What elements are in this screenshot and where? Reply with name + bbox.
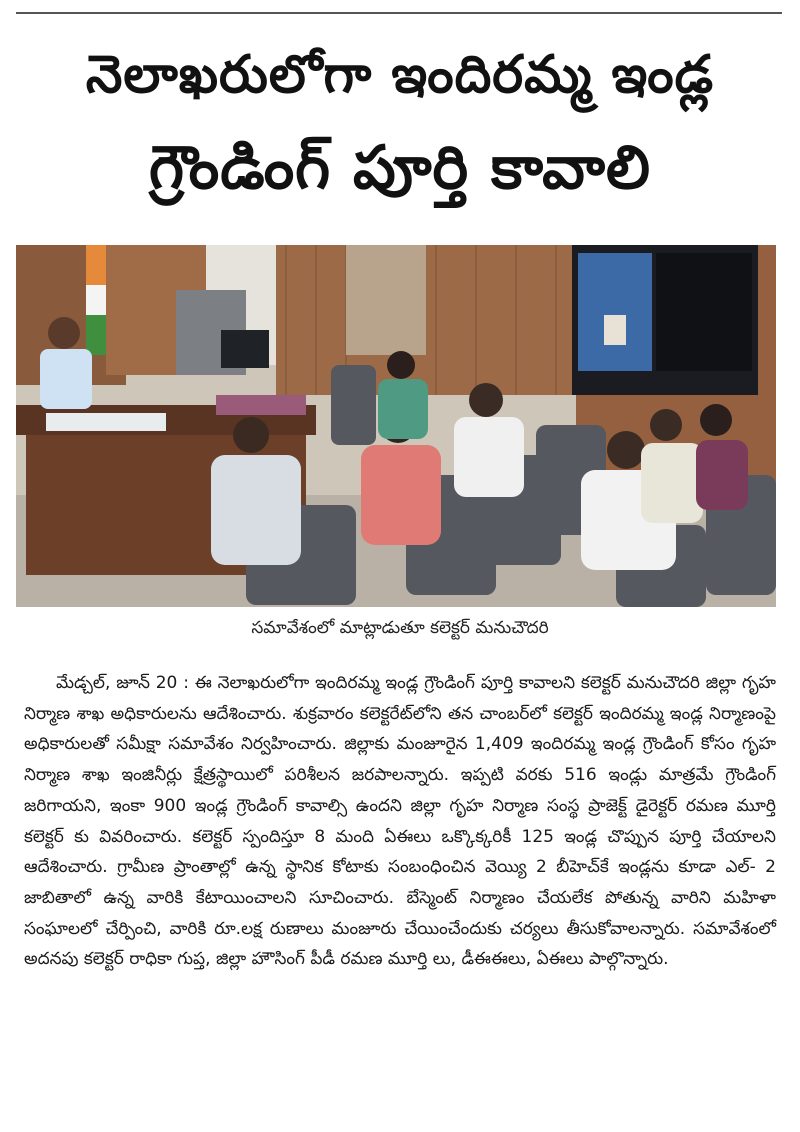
article-paragraph: మేడ్చల్, జూన్ 20 : ఈ నెలాఖరులోగా ఇందిరమ్మ ఇండ్ల గ్రౌండింగ్ పూర్తి కావాలని కలెక్టర్ మనుచౌదరి జిల్లా గృహ నిర్మాణ శాఖ అధికారులను ఆదేశించారు. శుక్రవారం కలెక్టరేట్‌లోని తన చాంబర్‌లో కలెక్టర్ ఇందిరమ్మ ఇండ్ల నిర్మాణంపై అధికారులతో సమీక్షా సమావేశం నిర్వహించారు. జిల్లాకు మంజూరైన 1,409 ఇందిరమ్మ ఇండ్ల గ్రౌండింగ్ కోసం గృహ నిర్మాణ శాఖ ఇంజినీర్లు క్షేత్రస్థాయిలో పరిశీలన జరపాలన్నారు. ఇప్పటి వరకు 516 ఇండ్లు మాత్రమే గ్రౌండింగ్ జరిగాయని, ఇంకా 900 ఇండ్ల గ్రౌండింగ్ కావాల్సి ఉందని జిల్లా గృహ నిర్మాణ సంస్థ ప్రాజెక్ట్ డైరెక్టర్ రమణ మూర్తి కలెక్టర్ కు వివరించారు. కలెక్టర్ స్పందిస్తూ 8 మంది ఏఈలు ఒక్కొక్కరికీ 125 ఇండ్ల చొప్పున పూర్తి చేయాలని ఆదేశించారు. గ్రామీణ ప్రాంతాల్లో ఉన్న స్థానిక కోటాకు సంబంధించిన వెయ్యి 2 బీహెచ్‌కే ఇండ్లను కూడా ఎల్- 2 జాబితాలో ఉన్న వారికి కేటాయించాలని సూచించారు. బేస్మెంట్ నిర్మాణం చేయలేక పోతున్న వారిని మహిళా సంఘాలలో చేర్పించి, వారికి రూ.లక్ష రుణాలు మంజూరు చేయించేందుకు చర్యలు తీసుకోవాలన్నారు. సమావేశంలో అదనపు కలెక్టర్ రాధికా గుప్త, జిల్లా హౌసింగ్ పీడీ రమణ మూర్తి లు, డీఈఈలు, ఏఈలు పాల్గొన్నారు. bbox=[24, 673, 776, 970]
photo-caption: సమావేశంలో మాట్లాడుతూ కలెక్టర్ మనుచౌదరి bbox=[251, 618, 549, 638]
headline-line-2: గ్రౌండింగ్ పూర్తి కావాలి bbox=[148, 133, 652, 203]
meeting-photo bbox=[16, 245, 776, 607]
top-rule bbox=[16, 12, 782, 14]
headline-line-1: నెలాఖరులోగా ఇందిరమ్మ ఇండ్ల bbox=[85, 45, 715, 105]
article-body bbox=[24, 668, 776, 975]
